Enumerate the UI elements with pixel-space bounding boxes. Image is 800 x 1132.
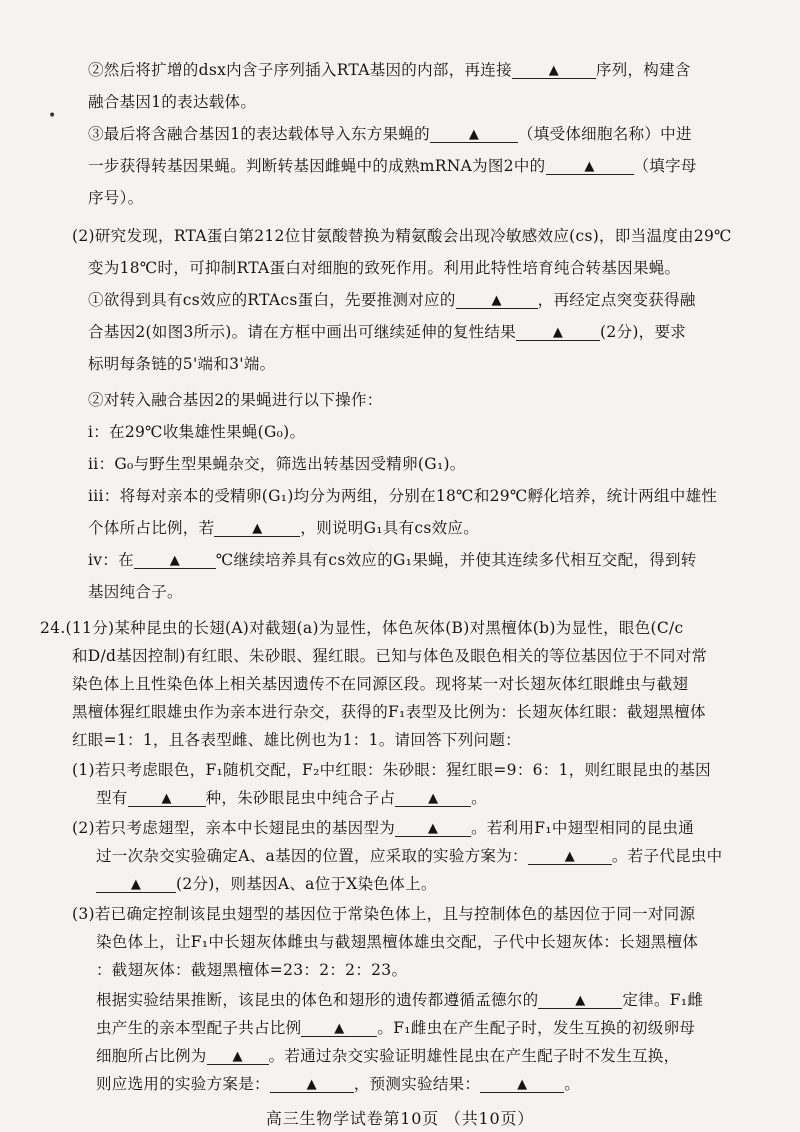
text: 黑檀体猩红眼雄虫作为亲本进行杂交，获得的F₁表型及比例为：长翅灰体红眼：截翅黑檀体 [72, 703, 706, 721]
text: 变为18℃时，可抑制RTA蛋白对细胞的致死作用。利用此特性培育纯合转基因果蝇。 [88, 259, 681, 277]
text: ②然后将扩增的dsx内含子序列插入RTA基因的内部，再连接 [88, 61, 512, 79]
text: ②对转入融合基因2的果蝇进行以下操作： [88, 391, 383, 409]
text: 细胞所占比例为 [96, 1047, 207, 1065]
text: 根据实验结果推断，该昆虫的体色和翅形的遗传都遵循孟德尔的 [96, 991, 539, 1009]
text: 红眼=1：1，且各表型雌、雄比例也为1：1。请回答下列问题： [72, 731, 521, 749]
text: i：在29℃收集雄性果蝇(G₀)。 [88, 423, 306, 441]
text: ①欲得到具有cs效应的RTAcs蛋白，先要推测对应的 [88, 291, 456, 309]
text: 。若子代昆虫中 [611, 847, 723, 865]
triangle-icon: ▲ [548, 63, 560, 78]
triangle-icon: ▲ [130, 877, 142, 892]
text: 和D/d基因控制)有红眼、朱砂眼、猩红眼。已知与体色及眼色相关的等位基因位于不同对常 [72, 647, 708, 665]
text: ，预测实验结果： [353, 1075, 481, 1093]
text: 24.(11分)某种昆虫的长翅(A)对截翅(a)为显性，体色灰体(B)对黑檀体(b)为显性，眼色(C/c [40, 619, 684, 637]
text: ℃继续培养具有cs效应的G₁果蝇，并使其连续多代相互交配，得到转 [215, 551, 697, 569]
text: 标明每条链的5'端和3'端。 [88, 355, 276, 373]
text: 虫产生的亲本型配子共占比例 [96, 1019, 302, 1037]
ink-dot: • [48, 108, 57, 124]
text: 序号）。 [88, 189, 144, 207]
text: (2分)，要求 [600, 323, 687, 341]
text: (2)研究发现，RTA蛋白第212位甘氨酸替换为精氨酸会出现冷敏感效应(cs)，即当温度由29℃ [72, 227, 732, 245]
triangle-icon: ▲ [334, 1021, 345, 1036]
text: 。若利用F₁中翅型相同的昆虫通 [471, 819, 695, 837]
triangle-icon: ▲ [564, 849, 575, 864]
text: 序列，构建含 [595, 61, 691, 79]
text: （填字母 [633, 157, 697, 175]
triangle-icon: ▲ [306, 1077, 317, 1092]
text: 。 [564, 1075, 581, 1093]
text: (1)若只考虑眼色，F₁随机交配，F₂中红眼：朱砂眼：猩红眼=9：6：1，则红眼昆虫的基因 [72, 761, 711, 779]
text: 。F₁雌虫在产生配子时，发生互换的初级卵母 [377, 1019, 696, 1037]
text: (2)若只考虑翅型，亲本中长翅昆虫的基因型为 [72, 819, 396, 837]
text: ii：G₀与野生型果蝇杂交，筛选出转基因受精卵(G₁)。 [88, 455, 466, 473]
triangle-icon: ▲ [584, 159, 595, 174]
text: 种，朱砂眼昆虫中纯合子占 [205, 789, 396, 807]
text: ③最后将含融合基因1的表达载体导入东方果蝇的 [88, 125, 430, 143]
triangle-icon: ▲ [428, 791, 439, 806]
triangle-icon: ▲ [252, 521, 263, 536]
text: （填受体细胞名称）中进 [517, 125, 692, 143]
text: 。 [471, 789, 488, 807]
text: 过一次杂交实验确定A、a基因的位置，应采取的实验方案为： [96, 847, 528, 865]
text: 基因纯合子。 [88, 583, 183, 601]
text: 融合基因1的表达载体。 [88, 93, 257, 111]
page-footer: 高三生物学试卷第10页 （共10页） [265, 1109, 535, 1128]
triangle-icon: ▲ [491, 293, 502, 308]
text: 则应选用的实验方案是： [96, 1075, 270, 1093]
triangle-icon: ▲ [427, 821, 439, 836]
text: 染色体上且性染色体上相关基因遗传不在同源区段。现将某一对长翅灰体红眼雌虫与截翅 [72, 675, 689, 693]
text: ，则说明G₁具有cs效应。 [300, 519, 480, 537]
text: 个体所占比例，若 [88, 519, 215, 537]
triangle-icon: ▲ [517, 1077, 528, 1092]
text: 。若通过杂交实验证明雄性昆虫在产生配子时不发生互换， [268, 1047, 680, 1065]
text: iv：在 [88, 551, 134, 569]
text: (3)若已确定控制该昆虫翅型的基因位于常染色体上，且与控制体色的基因位于同一对同源 [72, 905, 696, 923]
text: ：截翅灰体：截翅黑檀体=23：2：2：23。 [96, 961, 408, 979]
text: 染色体上，让F₁中长翅灰体雌虫与截翅黑檀体雄虫交配，子代中长翅灰体：长翅黑檀体 [96, 933, 699, 951]
triangle-icon: ▲ [468, 127, 480, 142]
text: 合基因2(如图3所示)。请在方框中画出可继续延伸的复性结果 [88, 323, 517, 341]
triangle-icon: ▲ [232, 1049, 243, 1064]
text: iii：将每对亲本的受精卵(G₁)均分为两组，分别在18℃和29℃孵化培养，统计两组中雄性 [88, 487, 718, 505]
text: (2分)，则基因A、a位于X染色体上。 [176, 875, 437, 893]
triangle-icon: ▲ [161, 791, 172, 806]
text: 一步获得转基因果蝇。判断转基因雌蝇中的成熟mRNA为图2中的 [88, 157, 546, 175]
text: 定律。F₁雌 [622, 991, 704, 1009]
triangle-icon: ▲ [575, 993, 586, 1008]
triangle-icon: ▲ [552, 325, 564, 340]
text: ，再经定点突变获得融 [537, 291, 696, 309]
triangle-icon: ▲ [169, 553, 181, 568]
text: 型有 [96, 789, 128, 807]
